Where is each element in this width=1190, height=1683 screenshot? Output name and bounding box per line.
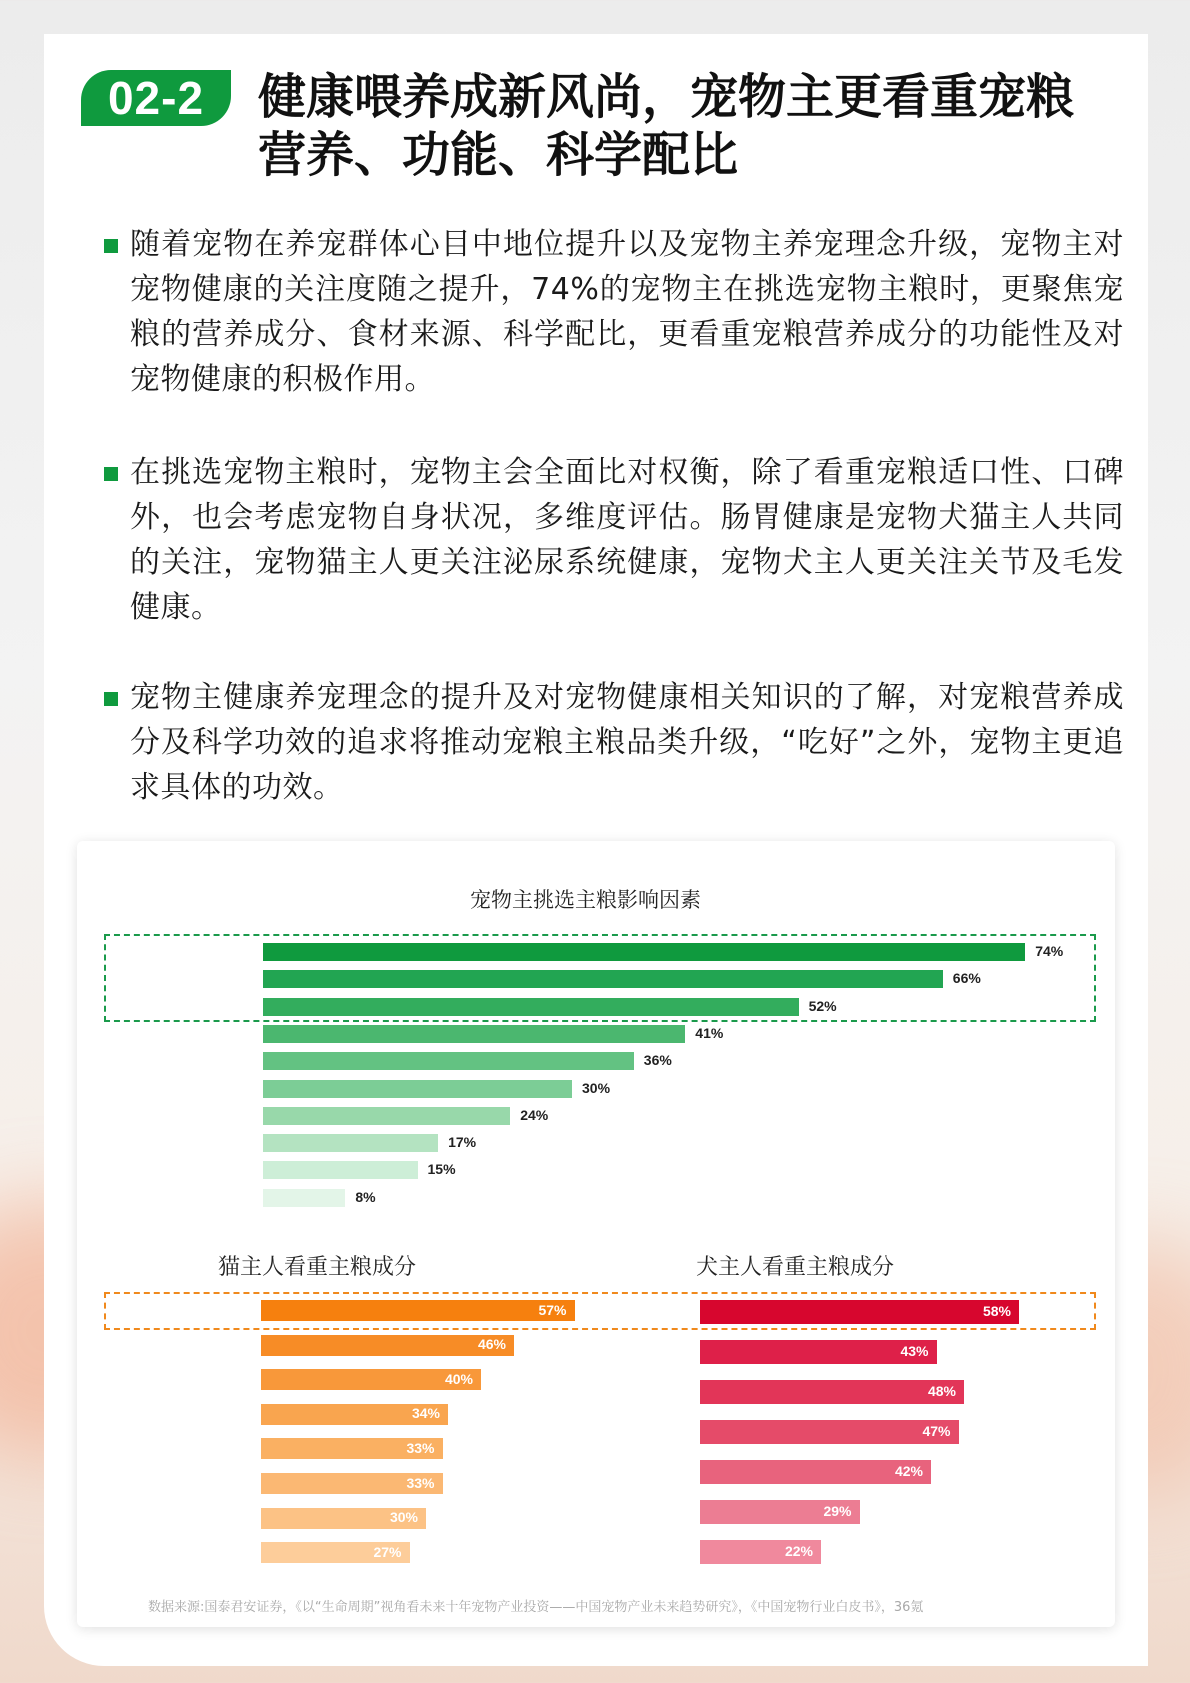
bar xyxy=(263,1134,438,1152)
value-label: 36% xyxy=(643,1052,672,1069)
value-label: 74% xyxy=(1035,943,1064,959)
bullet-point xyxy=(104,222,1124,402)
bar xyxy=(263,1189,345,1207)
value-label: 30% xyxy=(582,1079,611,1096)
value-label: 58% xyxy=(982,1303,1011,1319)
highlight-box-green xyxy=(104,934,1096,1022)
bar xyxy=(263,1107,510,1125)
value-label: 52% xyxy=(808,997,837,1014)
section-badge: 02-2 xyxy=(81,70,231,126)
bar xyxy=(263,1025,685,1043)
value-label: 27% xyxy=(373,1543,402,1560)
value-label: 43% xyxy=(900,1343,929,1359)
bullet-point xyxy=(104,675,1124,810)
bullet-square-icon xyxy=(104,239,118,253)
page-title xyxy=(258,68,1138,184)
value-label: 8% xyxy=(355,1188,376,1205)
bar xyxy=(263,1161,418,1179)
title-line-2: 营养、功能、科学配比 xyxy=(258,127,739,183)
title-line-1: 健康喂养成新风尚，宠物主更看重宠粮 xyxy=(258,69,1075,125)
value-label: 15% xyxy=(427,1161,456,1178)
value-label: 33% xyxy=(406,1439,435,1456)
value-label: 48% xyxy=(927,1383,956,1399)
value-label: 66% xyxy=(952,970,981,987)
value-label: 22% xyxy=(784,1543,813,1559)
bullet-point xyxy=(104,450,1124,630)
bullet-text: 宠物主健康养宠理念的提升及对宠物健康相关知识的了解，对宠粮营养成分及科学功效的追求将推动宠粮主粮品类升级，“吃好”之外，宠物主更追求具体的功效。 xyxy=(130,680,1124,805)
value-label: 17% xyxy=(448,1134,477,1151)
bullet-square-icon xyxy=(104,467,118,481)
cat-chart-title: 猫主人看重主粮成分 xyxy=(218,1255,417,1280)
value-label: 42% xyxy=(894,1463,923,1479)
main-chart-title: 宠物主挑选主粮影响因素 xyxy=(470,888,701,912)
value-label: 41% xyxy=(695,1024,724,1041)
value-label: 33% xyxy=(406,1474,435,1491)
value-label: 34% xyxy=(411,1405,440,1422)
value-label: 30% xyxy=(389,1509,418,1526)
highlight-box-orange xyxy=(104,1292,1096,1330)
bar xyxy=(263,1080,572,1098)
bar xyxy=(263,1052,634,1070)
source-footnote: 数据来源:国泰君安证券，《以“生命周期”视角看未来十年宠物产业投资——中国宠物产业未来趋势研究》，《中国宠物行业白皮书》，36氪 xyxy=(148,1600,924,1615)
bullet-square-icon xyxy=(104,692,118,706)
value-label: 47% xyxy=(922,1423,951,1439)
value-label: 40% xyxy=(444,1370,473,1387)
value-label: 46% xyxy=(477,1336,506,1353)
value-label: 24% xyxy=(520,1106,549,1123)
bullet-text: 在挑选宠物主粮时，宠物主会全面比对权衡，除了看重宠粮适口性、口碑外，也会考虑宠物自身状况，多维度评估。肠胃健康是宠物犬猫主人共同的关注，宠物猫主人更关注泌尿系统健康，宠物犬主人更关注关节及毛发健康。 xyxy=(130,455,1124,625)
bullet-text: 随着宠物在养宠群体心目中地位提升以及宠物主养宠理念升级，宠物主对宠物健康的关注度随之提升，74%的宠物主在挑选宠物主粮时，更聚焦宠粮的营养成分、食材来源、科学配比，更看重宠粮营养成分的功能性及对宠物健康的积极作用。 xyxy=(130,227,1124,397)
value-label: 57% xyxy=(538,1301,567,1318)
dog-chart-title: 犬主人看重主粮成分 xyxy=(696,1255,895,1280)
value-label: 29% xyxy=(823,1503,852,1519)
